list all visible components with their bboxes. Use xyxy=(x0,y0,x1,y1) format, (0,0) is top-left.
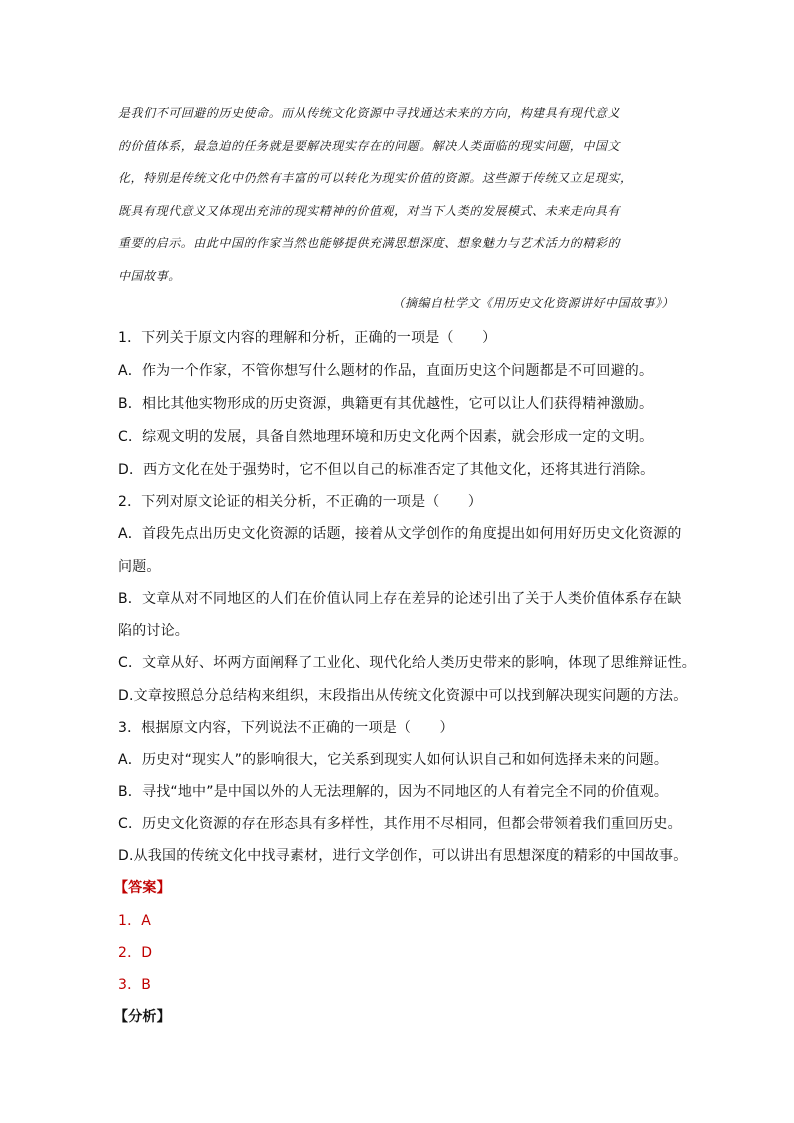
question-1-stem: 1．下列关于原文内容的理解和分析，正确的一项是（ ） xyxy=(118,330,497,346)
passage-line: 中国故事。 xyxy=(118,268,181,283)
question-3-option-d: D.从我国的传统文化中找寻素材，进行文学创作，可以讲出有思想深度的精彩的中国故事。 xyxy=(118,848,688,864)
passage-line: 化，特别是传统文化中仍然有丰富的可以转化为现实价值的资源。这些源于传统又立足现实， xyxy=(118,171,633,185)
passage-text xyxy=(118,97,678,292)
answer-1: 1．A xyxy=(118,913,152,929)
question-2-option-d: D.文章按照总分总结构来组织，末段指出从传统文化资源中可以找到解决现实问题的方法。 xyxy=(118,688,688,704)
question-2-option-b: B．文章从对不同地区的人们在价值认同上存在差异的论述引出了关于人类价值体系存在缺 xyxy=(118,591,682,607)
question-2-option-b-cont: 陷的讨论。 xyxy=(118,623,189,639)
question-1-option-a: A．作为一个作家，不管你想写什么题材的作品，直面历史这个问题都是不可回避的。 xyxy=(118,363,654,379)
question-1-option-d: D．西方文化在处于强势时，它不但以自己的标准否定了其他文化，还将其进行消除。 xyxy=(118,462,655,478)
question-2-option-a: A．首段先点出历史文化资源的话题，接着从文学创作的角度提出如何用好历史文化资源的 xyxy=(118,526,682,542)
answer-2: 2．D xyxy=(118,945,153,961)
answer-heading: 【答案】 xyxy=(114,880,171,896)
passage-line: 的价值体系，最急迫的任务就是要解决现实存在的问题。解决人类面临的现实问题，中国文 xyxy=(118,138,621,153)
question-2-option-c: C．文章从好、坏两方面阐释了工业化、现代化给人类历史带来的影响，体现了思维辩证性。 xyxy=(118,655,696,671)
passage-line: 既具有现代意义又体现出充沛的现实精神的价值观，对当下人类的发展模式、未来走向具有 xyxy=(118,203,621,218)
analysis-heading: 【分析】 xyxy=(114,1009,171,1025)
passage-line: 重要的启示。由此中国的作家当然也能够提供充满思想深度、想象魅力与艺术活力的精彩的 xyxy=(118,236,621,250)
question-2-stem: 2．下列对原文论证的相关分析，不正确的一项是（ ） xyxy=(118,494,483,510)
passage-source: （摘编自杜学文《用历史文化资源讲好中国故事》） xyxy=(392,296,674,310)
question-1-option-c: C．综观文明的发展，具备自然地理环境和历史文化两个因素，就会形成一定的文明。 xyxy=(118,429,654,445)
question-3-option-a: A．历史对“现实人”的影响很大，它关系到现实人如何认识自己和如何选择未来的问题。 xyxy=(118,752,669,768)
question-3-option-b: B．寻找“地中”是中国以外的人无法理解的，因为不同地区的人有着完全不同的价值观。 xyxy=(118,784,669,800)
question-1-option-b: B．相比其他实物形成的历史资源，典籍更有其优越性，它可以让人们获得精神激励。 xyxy=(118,396,654,412)
answer-3: 3．B xyxy=(118,977,152,993)
question-3-stem: 3．根据原文内容，下列说法不正确的一项是（ ） xyxy=(118,720,454,736)
passage-line: 是我们不可回避的历史使命。而从传统文化资源中寻找通达未来的方向，构建具有现代意义 xyxy=(118,106,621,120)
question-3-option-c: C．历史文化资源的存在形态具有多样性，其作用不尽相同，但都会带领着我们重回历史。 xyxy=(118,816,682,832)
question-2-option-a-cont: 问题。 xyxy=(118,559,161,575)
